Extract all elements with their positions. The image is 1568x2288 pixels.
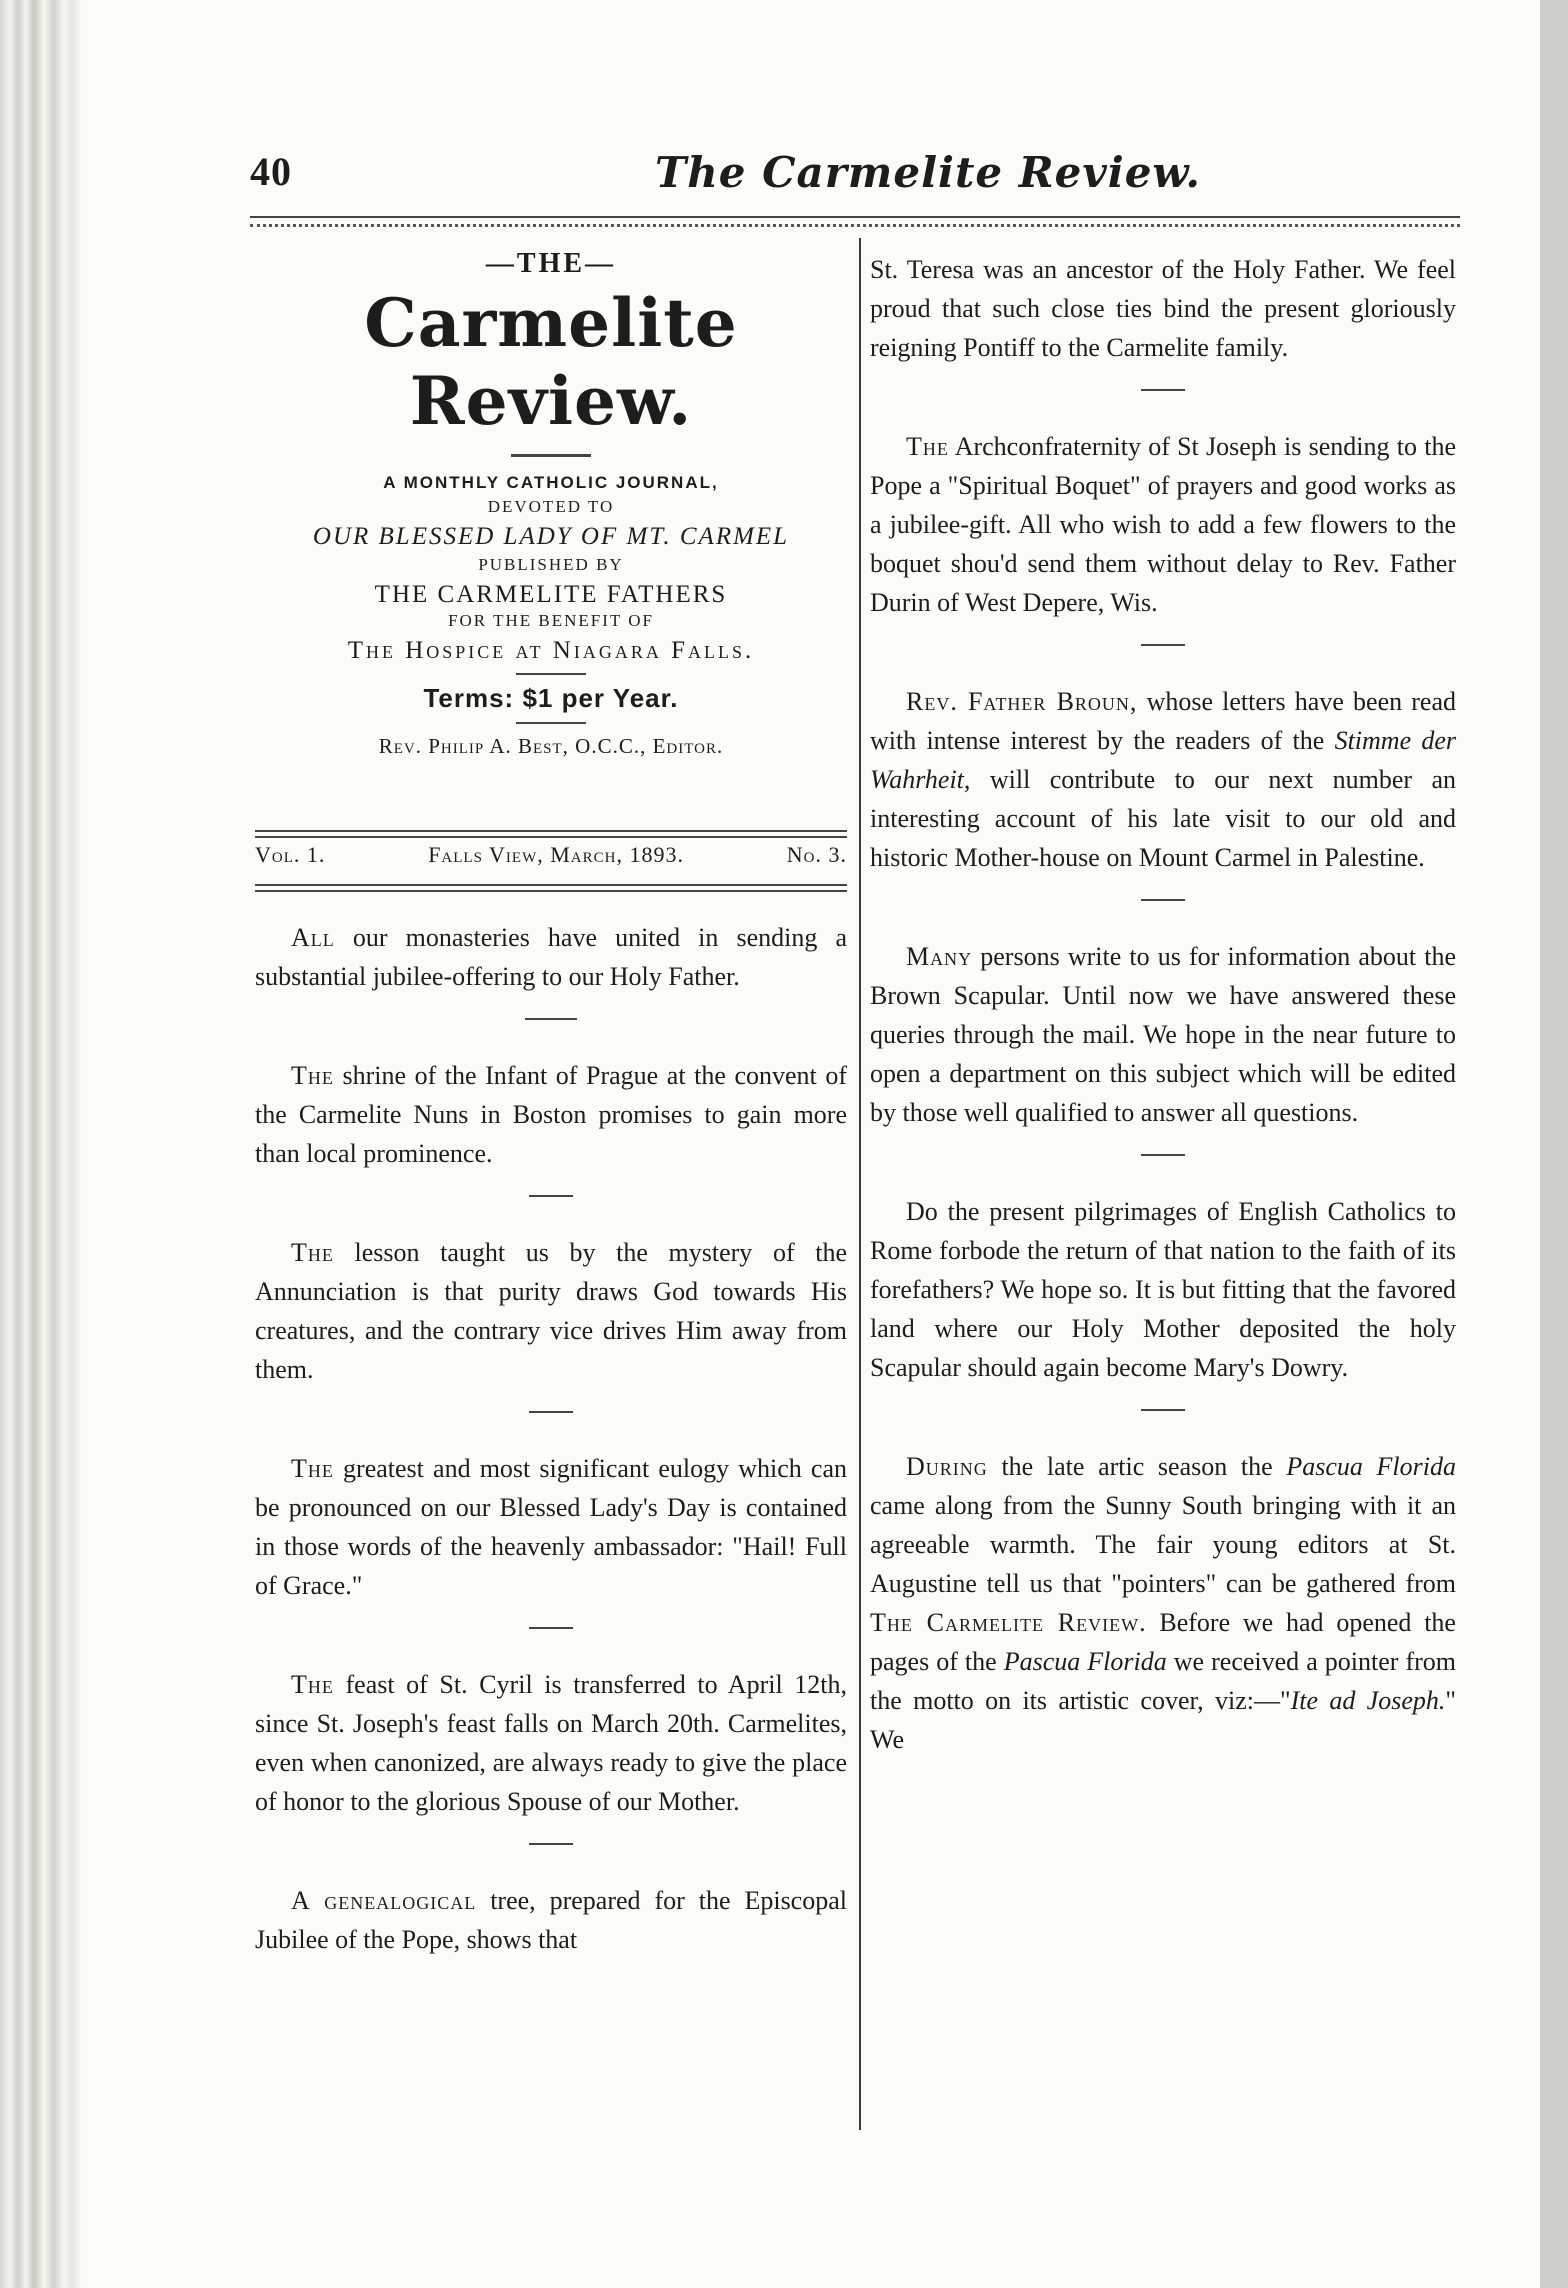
separator: [1141, 1409, 1185, 1411]
issue-rule-top-2: [255, 836, 847, 838]
paragraph-text: shrine of the Infant of Prague at the convent of the Carmelite Nuns in Boston promises to gain more than local prominence.: [255, 1061, 847, 1168]
left-column: [255, 918, 847, 1959]
separator: [1141, 389, 1185, 391]
issue-number: No. 3.: [786, 842, 847, 867]
masthead-published-by: PUBLISHED BY: [478, 555, 624, 574]
column-divider: [859, 238, 861, 2130]
paragraph: St. Teresa was an ancestor of the Holy Father. We feel proud that such close ties bind the present gloriously reigning Pontiff to the Carmelite family.: [870, 255, 1456, 362]
masthead-terms: Terms: $1 per Year.: [423, 683, 679, 713]
paragraph-lead: The: [291, 1670, 334, 1699]
paragraph-text: persons write to us for information about the Brown Scapular. Until now we have answered these queries through the mail. We hope in the near future to open a department on this subject which will be edited by those well qualified to answer all questions.: [870, 942, 1456, 1127]
paragraph-text: Archconfraternity of St Joseph is sending to the Pope a "Spiritual Boquet" of prayers and good works as a jubilee-gift. All who wish to add a few flowers to the boquet shou'd send them without delay to Rev. Father Durin of West Depere, Wis.: [870, 432, 1456, 617]
page-right-margin: [1540, 0, 1568, 2288]
masthead-title: Carmelite Review.: [364, 284, 738, 440]
separator: [525, 1018, 577, 1020]
separator: [1141, 644, 1185, 646]
paragraph-text: our monasteries have united in sending a substantial jubilee-offering to our Holy Father.: [255, 923, 847, 991]
page-binding-edge: [0, 0, 82, 2288]
paragraph: [255, 1233, 847, 1389]
masthead-publisher: THE CARMELITE FATHERS: [374, 581, 728, 608]
paragraph-text: came along from the Sunny South bringing with it an agreeable warmth. The fair young editors at St. Augustine tell us that "pointers" can be gathered from: [870, 1491, 1456, 1598]
paragraph-text: greatest and most significant eulogy which can be pronounced on our Blessed Lady's Day is contained in those words of the heavenly ambassador: "Hail! Full of Grace.": [255, 1454, 847, 1600]
masthead-editor: Rev. Philip A. Best, O.C.C., Editor.: [378, 734, 724, 758]
paragraph-lead: Many: [906, 942, 973, 971]
page-number: 40: [250, 149, 292, 194]
paragraph-lead: The: [291, 1238, 334, 1267]
paragraph-lead: All: [291, 923, 335, 952]
separator: [529, 1195, 573, 1197]
issue-line: [255, 842, 847, 868]
paragraph-text: will contribute to our next number an interesting account of his late visit to our old and historic Mother-house on Mount Carmel in Palestine.: [870, 765, 1456, 872]
paragraph-lead: The: [291, 1454, 334, 1483]
paragraph: Do the present pilgrimages of English Catholics to Rome forbode the return of that nation to the faith of its forefathers? We hope so. It is but fitting that the favored land where our Holy Mother deposited the holy Scapular should again become Mary's Dowry.: [870, 1197, 1456, 1382]
separator: [1141, 899, 1185, 901]
paragraph: [255, 1449, 847, 1605]
paragraph-italic: Pascua Florida: [1286, 1452, 1456, 1481]
paragraph-italic: Stimme der Wahrheit,: [870, 726, 1457, 794]
page-header: [250, 148, 1460, 208]
paragraph-text: whose letters have been read with intense interest by the readers of the: [870, 687, 1456, 755]
masthead-devoted-to: DEVOTED TO: [487, 497, 615, 516]
issue-rule-bottom: [255, 884, 847, 886]
masthead-divider: [511, 454, 591, 457]
paragraph: [255, 918, 847, 996]
paragraph-lead: Rev. Father Broun,: [906, 687, 1138, 716]
paragraph-text: lesson taught us by the mystery of the Annunciation is that purity draws God towards His creatures, and the contrary vice drives Him away from them.: [255, 1238, 847, 1384]
masthead-benefit: FOR THE BENEFIT OF: [448, 611, 654, 630]
masthead-hospice: The Hospice at Niagara Falls.: [347, 637, 755, 664]
issue-rule-top: [255, 830, 847, 832]
paragraph-text: " We: [870, 1686, 1456, 1754]
running-head: The Carmelite Review.: [655, 148, 1201, 197]
paragraph-text: feast of St. Cyril is transferred to April 12th, since St. Joseph's feast falls on March 20th. Carmelites, even when canonized, are always ready to give the place of honor to the glorious Spouse of our Mother.: [255, 1670, 847, 1816]
paragraph-italic: Ite ad Joseph.: [1290, 1686, 1446, 1715]
paragraph-lead: A genealogical: [291, 1886, 477, 1915]
paragraph-text: the late artic season the: [987, 1452, 1287, 1481]
separator: [1141, 1154, 1185, 1156]
paragraph-text: tree, prepared for the Episcopal Jubilee of the Pope, shows that: [255, 1886, 847, 1954]
issue-place-date: Falls View, March, 1893.: [428, 842, 684, 867]
paragraph: [870, 682, 1456, 877]
separator: [529, 1411, 573, 1413]
separator: [529, 1627, 573, 1629]
paragraph-text: we received a pointer from the motto on its artistic cover, viz:—": [870, 1647, 1456, 1715]
issue-volume: Vol. 1.: [255, 842, 326, 867]
paragraph: [255, 1881, 847, 1959]
header-rule-dotted: [250, 224, 1460, 227]
right-column: [870, 250, 1456, 1759]
paragraph-lead: During: [906, 1452, 988, 1481]
masthead-dedication: OUR BLESSED LADY OF MT. CARMEL: [312, 523, 790, 550]
paragraph-italic: Pascua Florida: [1003, 1647, 1167, 1676]
paragraph-text: Before we had opened the pages of the: [870, 1608, 1456, 1676]
paragraph: [255, 1665, 847, 1821]
paragraph: [255, 1056, 847, 1173]
masthead-subtitle: A MONTHLY CATHOLIC JOURNAL,: [383, 473, 719, 492]
issue-rule-bottom-2: [255, 890, 847, 892]
paragraph-lead: The: [906, 432, 949, 461]
paragraph-lead: The: [291, 1061, 334, 1090]
masthead-the: —THE—: [485, 248, 617, 279]
paragraph: [870, 1447, 1456, 1759]
header-rule: [250, 216, 1460, 218]
separator: [529, 1843, 573, 1845]
masthead-divider-2: [516, 673, 586, 675]
paragraph: [870, 937, 1456, 1132]
masthead-divider-3: [516, 722, 586, 724]
paragraph: [870, 427, 1456, 622]
paragraph-smallcaps: The Carmelite Review.: [870, 1608, 1147, 1637]
masthead: [255, 248, 847, 759]
